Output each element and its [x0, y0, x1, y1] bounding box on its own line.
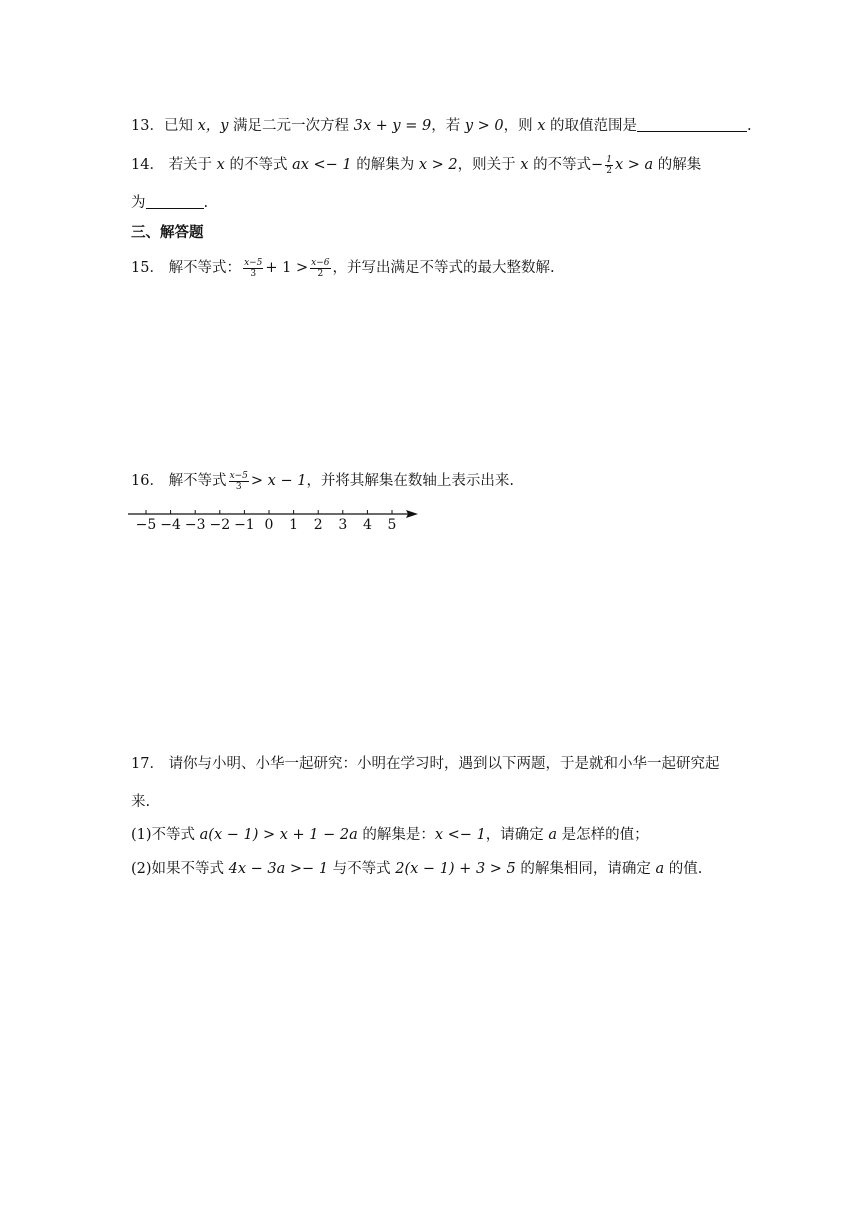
number-line-tick-label: −4 [160, 517, 181, 533]
text: 若关于 [168, 157, 213, 173]
math-var: a [548, 827, 558, 843]
fraction [243, 258, 263, 279]
number-line-tick-label: −2 [209, 517, 231, 533]
question-13 [131, 114, 752, 135]
math-var: a [655, 861, 665, 877]
number-line-tick-label: 0 [264, 517, 274, 533]
math-inequality: 4x − 3a >− 1 [228, 861, 329, 877]
text: 请你与小明、小华一起研究：小明在学习时，遇到以下两题，于是就和小华一起研究起 [168, 756, 720, 772]
math-var: x [520, 157, 529, 173]
text: 的解集相同，请确定 [520, 861, 651, 877]
text: 的不等式 [229, 157, 288, 173]
math-operator: + 1 > [265, 260, 309, 276]
text: 解不等式 [168, 473, 227, 489]
question-17-line-2 [131, 790, 150, 811]
math-inequality: > x − 1 [250, 473, 307, 489]
question-15 [131, 256, 555, 279]
fraction [605, 155, 613, 176]
fraction-denominator: 3 [235, 481, 242, 492]
text: 已知 [163, 118, 193, 134]
text: 如果不等式 [151, 861, 225, 877]
question-14 [131, 153, 701, 176]
question-number: 15． [131, 260, 164, 276]
math-inequality: x > a [614, 157, 654, 173]
question-number: 16． [131, 473, 164, 489]
number-line [126, 505, 426, 535]
question-14-line-2 [131, 191, 208, 212]
question-17-part-2 [131, 857, 702, 878]
text: 满足二元一次方程 [233, 118, 350, 134]
text: 是怎样的值； [561, 827, 649, 843]
text: 与不等式 [332, 861, 391, 877]
math-inequality: ax <− 1 [292, 157, 352, 173]
question-17 [131, 752, 720, 773]
text: ，若 [431, 118, 461, 134]
text: 解不等式： [168, 260, 242, 276]
fraction-denominator: 3 [250, 268, 257, 279]
math-vars: x，y [197, 118, 229, 134]
text: 的解集是： [362, 827, 435, 843]
math-solution: x > 2 [418, 157, 458, 173]
fraction [310, 258, 330, 279]
fraction [229, 471, 249, 492]
text: ，则 [503, 118, 533, 134]
text: . [747, 118, 752, 134]
number-line-tick-label: −5 [135, 517, 157, 533]
text: 的不等式− [533, 157, 604, 173]
number-line-tick-label: 4 [362, 517, 372, 533]
text: 的取值范围是 [550, 118, 638, 134]
text: ，请确定 [485, 827, 544, 843]
math-inequality: 2(x − 1) + 3 > 5 [395, 861, 516, 877]
fraction-numerator: x−6 [311, 257, 330, 268]
number-line-tick-label: 3 [338, 517, 348, 533]
question-16 [131, 469, 514, 492]
text: . [203, 195, 209, 211]
text: 来. [131, 794, 151, 810]
math-inequality: a(x − 1) > x + 1 − 2a [199, 827, 358, 843]
text: ，并写出满足不等式的最大整数解. [332, 260, 555, 276]
text: ，则关于 [457, 157, 516, 173]
number-line-tick-label: 2 [313, 517, 323, 533]
number-line-tick-label: 5 [387, 517, 397, 533]
fraction-denominator: 2 [317, 268, 324, 279]
section-heading: 三、解答题 [131, 225, 204, 241]
fraction-numerator: 1 [606, 154, 612, 165]
number-line-tick-label: −1 [234, 517, 255, 533]
text: 为 [131, 195, 146, 211]
math-solution: x <− 1 [434, 827, 486, 843]
answer-blank [146, 194, 204, 209]
part-label: (2) [131, 861, 152, 877]
math-equation: 3x + y = 9 [353, 118, 432, 134]
math-condition: y > 0 [464, 118, 504, 134]
fraction-numerator: x−5 [229, 470, 248, 481]
fraction-numerator: x−5 [244, 257, 263, 268]
text: 的值. [668, 861, 703, 877]
text: 的解集为 [356, 157, 415, 173]
number-line-tick-label: −3 [184, 517, 206, 533]
question-number: 17． [131, 756, 164, 772]
text: 的解集 [657, 157, 702, 173]
fraction-denominator: 2 [606, 165, 612, 176]
number-line-tick-label: 1 [289, 517, 299, 533]
question-number: 14． [131, 157, 164, 173]
text: 不等式 [151, 827, 196, 843]
math-var: x [216, 157, 225, 173]
part-label: (1) [131, 827, 152, 843]
math-var: x [537, 118, 546, 134]
text: ，并将其解集在数轴上表示出来. [306, 473, 515, 489]
question-17-part-1 [131, 823, 649, 844]
answer-blank [637, 117, 747, 132]
question-number: 13． [131, 118, 164, 134]
